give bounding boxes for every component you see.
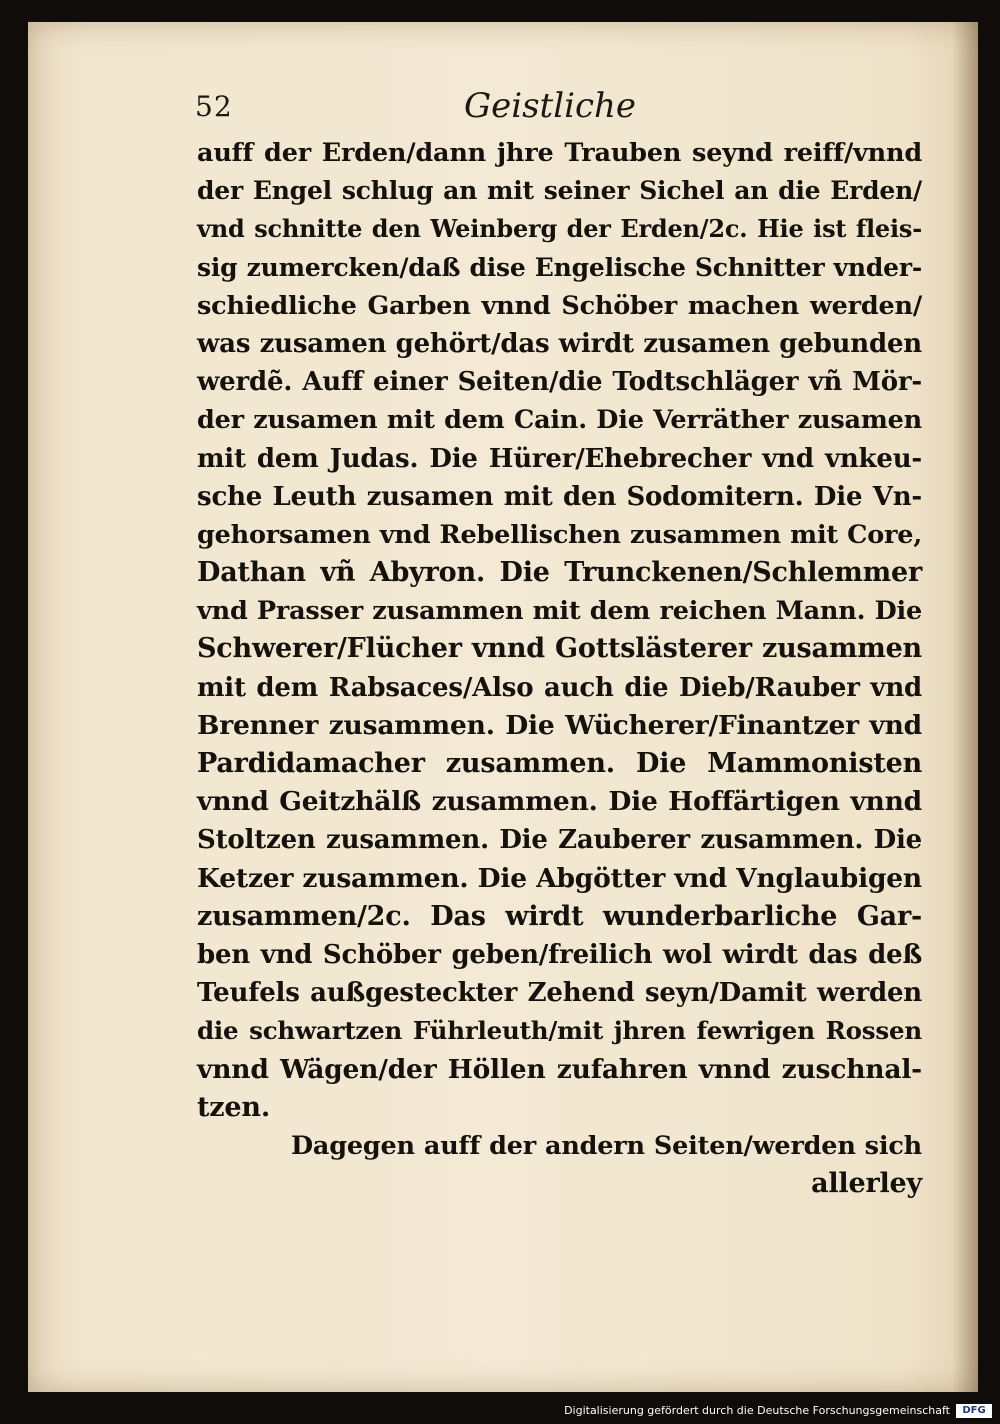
funding-credit: Digitalisierung gefördert durch die Deutsche Forschungsgemeinschaft xyxy=(564,1404,950,1417)
text-line: der zusamen mit dem Cain. Die Verräther zusamen xyxy=(197,405,922,436)
body-text xyxy=(197,134,922,1203)
text-line: vnnd Geitzhälß zusammen. Die Hoffärtigen vnnd xyxy=(197,786,922,818)
text-line: Schwerer/Flücher vnnd Gottslästerer zusammen xyxy=(197,633,922,665)
text-line: vnnd Wägen/der Höllen zufahren vnnd zuschnal- xyxy=(197,1053,922,1085)
catchword: allerley xyxy=(811,1168,922,1200)
text-line: ben vnd Schöber geben/freilich wol wirdt das deß xyxy=(197,939,922,970)
page-header xyxy=(195,86,905,134)
text-line: vnd Prasser zusammen mit dem reichen Mann. Die xyxy=(197,596,922,627)
text-line: der Engel schlug an mit seiner Sichel an die Erden/ xyxy=(197,176,922,206)
text-line: gehorsamen vnd Rebellischen zusammen mit Core, xyxy=(197,519,922,550)
paragraph-first-line: Dagegen auff der andern Seiten/werden sich xyxy=(291,1130,922,1161)
text-line: zusammen/2c. Das wirdt wunderbarliche Gar- xyxy=(197,900,922,932)
text-line: vnd schnitte den Weinberg der Erden/2c. Hie ist fleis- xyxy=(197,214,922,244)
running-head: Geistliche xyxy=(463,86,637,126)
text-line: Teufels außgesteckter Zehend seyn/Damit werden xyxy=(197,978,922,1009)
text-line: die schwartzen Führleuth/mit jhren fewrigen Rossen xyxy=(197,1016,922,1046)
text-line: Stoltzen zusammen. Die Zauberer zusammen. Die xyxy=(197,825,922,856)
text-line: auff der Erden/dann jhre Trauben seynd reiff/vnnd xyxy=(197,138,922,168)
text-line: schiedliche Garben vnnd Schöber machen werden/ xyxy=(197,290,922,321)
text-line: Pardidamacher zusammen. Die Mammonisten xyxy=(197,748,922,779)
page-edge-shadow xyxy=(952,22,978,1392)
page-number: 52 xyxy=(195,90,233,123)
text-line: Dathan vñ Abyron. Die Trunckenen/Schlemmer xyxy=(197,557,922,589)
text-line: Ketzer zusammen. Die Abgötter vnd Vnglaubigen xyxy=(197,862,922,894)
dfg-logo: DFG xyxy=(956,1404,992,1418)
text-line: werdẽ. Auff einer Seiten/die Todtschläger vñ Mör- xyxy=(197,367,922,398)
text-line: sche Leuth zusamen mit den Sodomitern. Die Vn- xyxy=(197,481,922,512)
text-line: mit dem Rabsaces/Also auch die Dieb/Rauber vnd xyxy=(197,672,922,703)
text-line: sig zumercken/daß dise Engelische Schnitter vnder- xyxy=(197,252,922,282)
digitization-footer xyxy=(0,1392,1000,1424)
text-line: Brenner zusammen. Die Wücherer/Finantzer vnd xyxy=(197,709,922,741)
text-line: tzen. xyxy=(197,1091,271,1123)
text-line: mit dem Judas. Die Hürer/Ehebrecher vnd vnkeu- xyxy=(197,443,922,474)
text-line: was zusamen gehört/das wirdt zusamen gebunden xyxy=(197,328,922,359)
